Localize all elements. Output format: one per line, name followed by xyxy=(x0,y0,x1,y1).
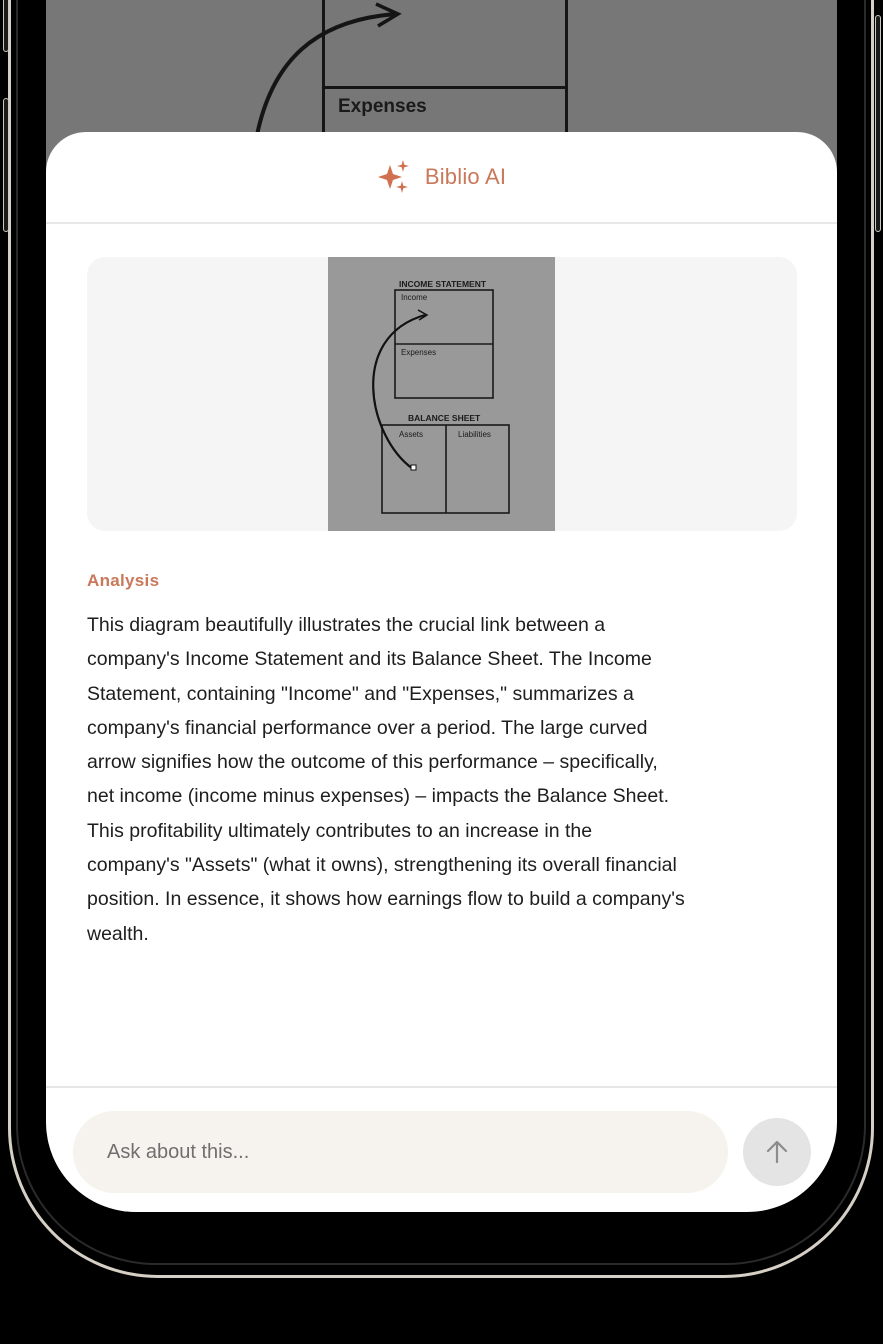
send-button[interactable] xyxy=(743,1118,811,1186)
background-divider xyxy=(322,86,565,89)
thumb-expenses-label: Expenses xyxy=(401,348,437,357)
analysis-text xyxy=(87,608,802,951)
thumb-liabilities-label: Liabilities xyxy=(458,430,491,439)
analysis-label: Analysis xyxy=(87,571,160,590)
analysis-line: company's financial performance over a period. The large curved xyxy=(87,716,648,739)
analysis-line: position. In essence, it shows how earnings flow to build a company's xyxy=(87,888,685,911)
thumb-assets-label: Assets xyxy=(399,430,424,439)
composer-bar xyxy=(46,1086,837,1212)
sheet-header xyxy=(46,132,837,224)
background-expenses-label: Expenses xyxy=(338,96,427,117)
thumb-income-statement-heading: INCOME STATEMENT xyxy=(399,279,487,289)
thumb-balance-sheet-heading: BALANCE SHEET xyxy=(408,413,481,423)
analysis-line: This diagram beautifully illustrates the crucial link between a xyxy=(87,614,606,636)
phone-side-button-left-2 xyxy=(3,98,9,232)
sparkles-icon xyxy=(377,159,413,195)
ask-input[interactable] xyxy=(73,1111,728,1193)
thumb-income-label: Income xyxy=(401,293,428,302)
sheet-title: Biblio AI xyxy=(424,164,507,189)
background-photo xyxy=(46,0,837,140)
analysis-line: wealth. xyxy=(87,922,149,945)
analysis-line: Statement, containing "Income" and "Expenses," summarizes a xyxy=(87,682,634,705)
arrow-up-icon xyxy=(764,1139,790,1165)
phone-side-button-left-1 xyxy=(3,0,9,52)
ai-sheet xyxy=(46,132,837,1212)
analysis-line: company's "Assets" (what it owns), strengthening its overall financial xyxy=(87,854,677,877)
analysis-line: company's Income Statement and its Balance Sheet. The Income xyxy=(87,648,652,671)
background-income-box xyxy=(322,0,568,150)
image-preview[interactable] xyxy=(87,257,797,531)
phone-screen xyxy=(46,0,837,1212)
analysis-line: arrow signifies how the outcome of this performance – specifically, xyxy=(87,751,658,774)
diagram-lines xyxy=(328,257,555,531)
diagram-thumbnail xyxy=(328,257,555,531)
analysis-line: This profitability ultimately contributes to an increase in the xyxy=(87,819,593,842)
phone-side-button-right xyxy=(875,15,881,232)
analysis-line: net income (income minus expenses) – impacts the Balance Sheet. xyxy=(87,785,670,808)
